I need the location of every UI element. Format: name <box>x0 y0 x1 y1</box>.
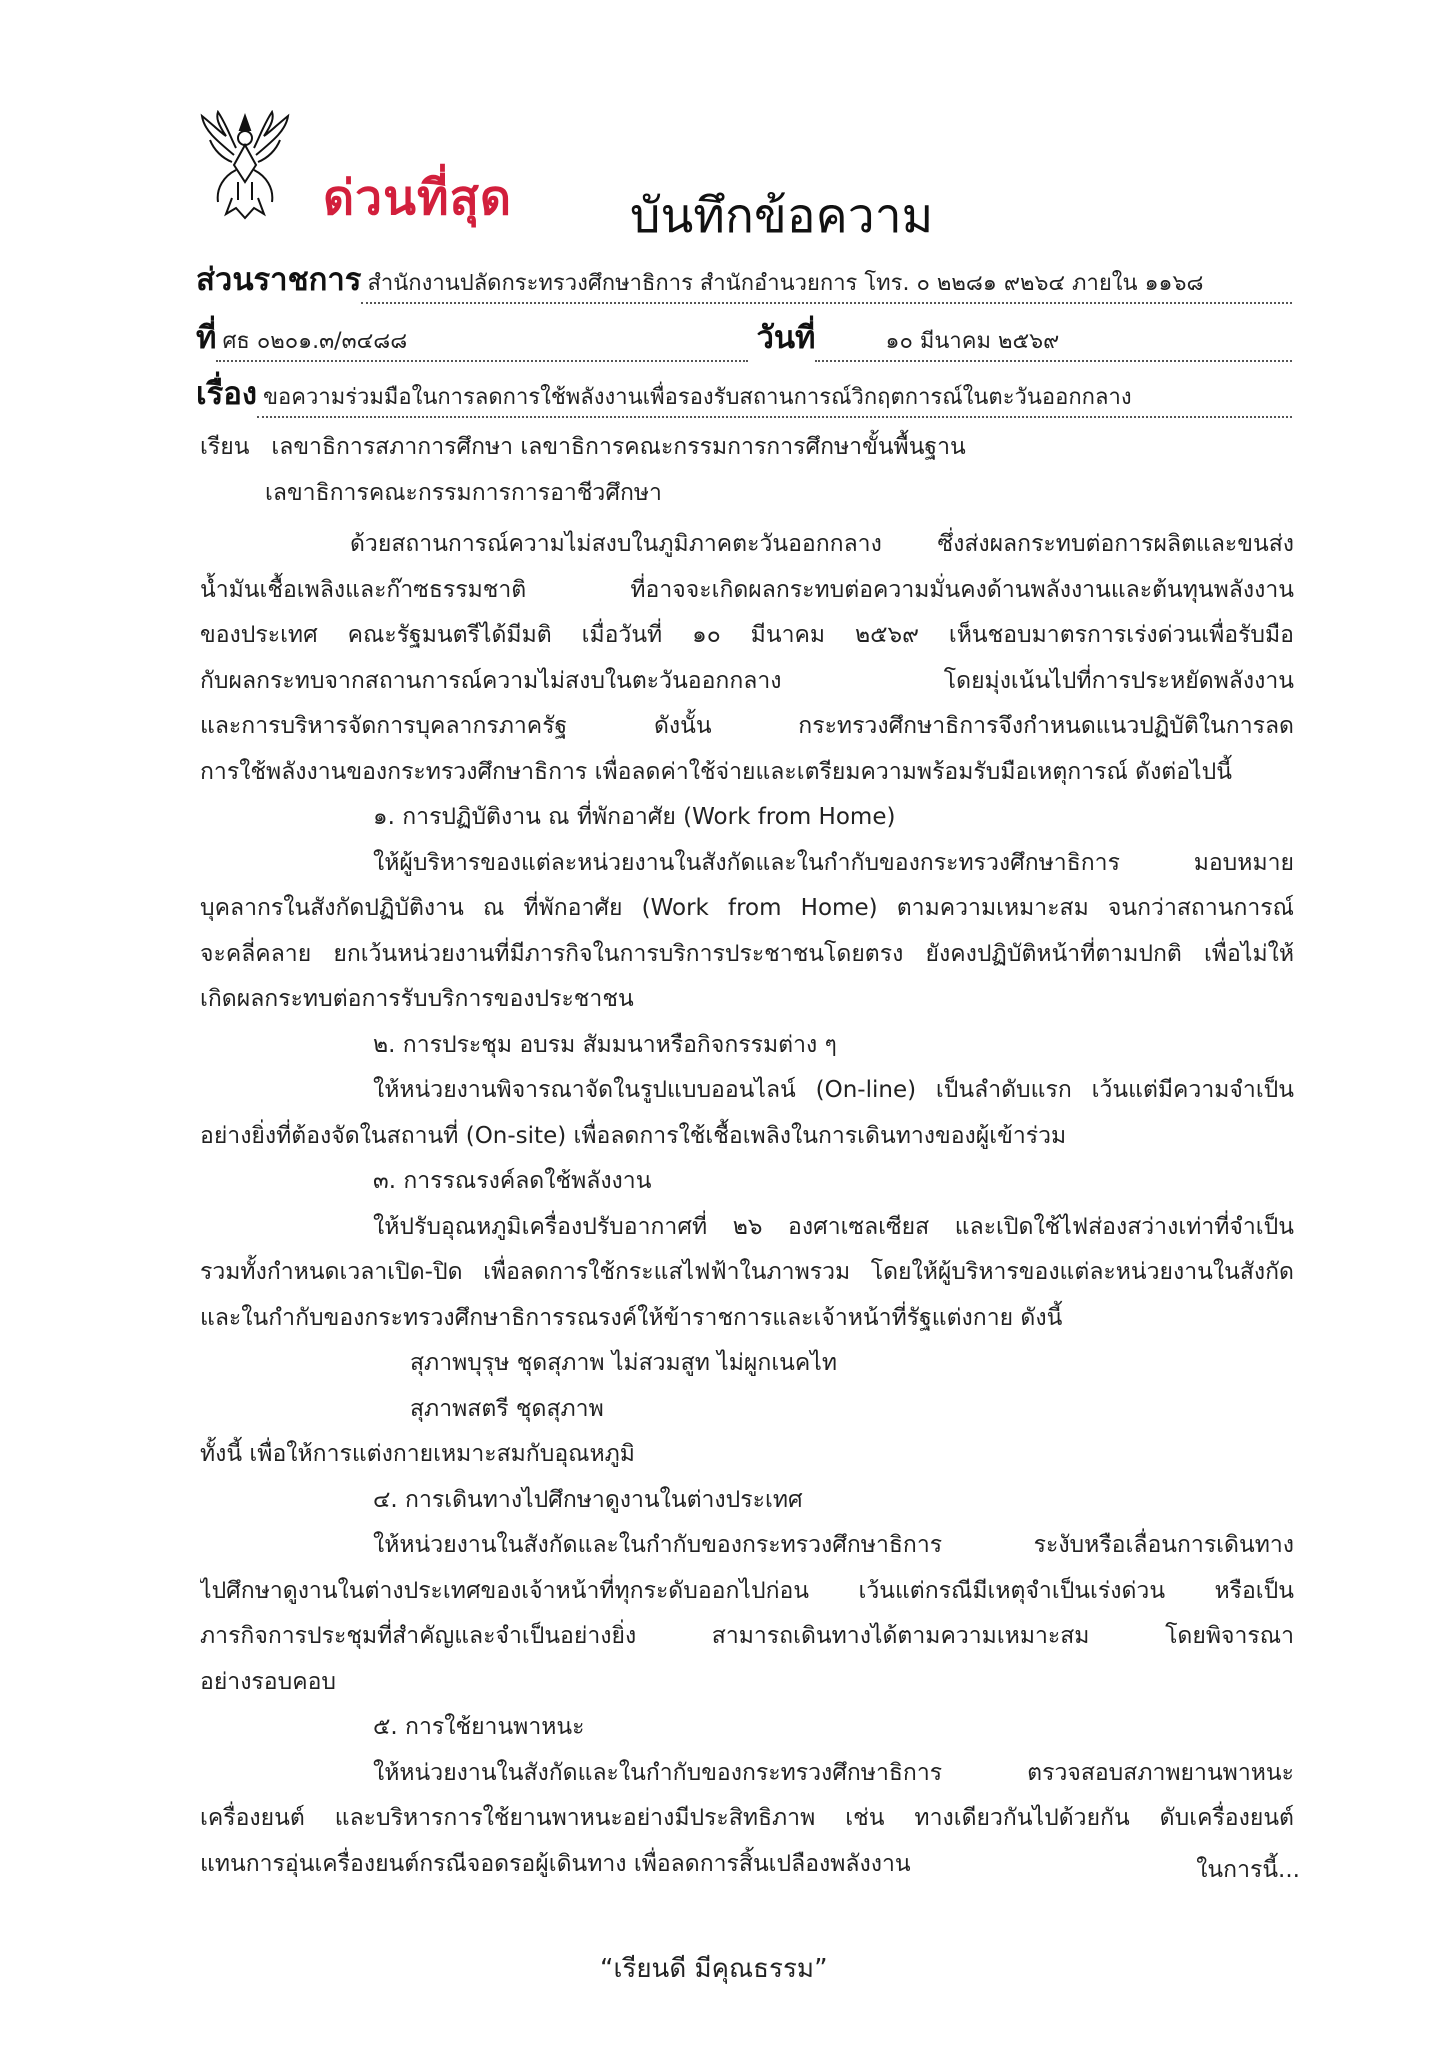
salutation-recipients-2: เลขาธิการคณะกรรมการการอาชีวศึกษา <box>265 479 662 506</box>
item-4-line: ให้หน่วยงานในสังกัดและในกำกับของกระทรวงศึกษาธิการ ระงับหรือเลื่อนการเดินทาง <box>373 1532 1294 1558</box>
department-value: สำนักงานปลัดกระทรวงศึกษาธิการ สำนักอำนวยการ โทร. ๐ ๒๒๘๑ ๙๒๖๔ ภายใน ๑๑๖๘ <box>361 265 1292 304</box>
salutation-recipients-1: เลขาธิการสภาการศึกษา เลขาธิการคณะกรรมการการศึกษาขั้นพื้นฐาน <box>271 434 966 460</box>
item-2-line: อย่างยิ่งที่ต้องจัดในสถานที่ (On-site) เพื่อลดการใช้เชื้อเพลิงในการเดินทางของผู้เข้าร่วม <box>200 1122 1067 1149</box>
intro-line: ด้วยสถานการณ์ความไม่สงบในภูมิภาคตะวันออกกลาง ซึ่งส่งผลกระทบต่อการผลิตและขนส่ง <box>350 531 1294 557</box>
intro-line: การใช้พลังงานของกระทรวงศึกษาธิการ เพื่อลดค่าใช้จ่ายและเตรียมความพร้อมรับมือเหตุการณ์ ดังต่อไปนี้ <box>200 758 1232 785</box>
urgency-label: ด่วนที่สุด <box>323 170 513 226</box>
item-2-line: ให้หน่วยงานพิจารณาจัดในรูปแบบออนไลน์ (On-line) เป็นลำดับแรก เว้นแต่มีความจำเป็น <box>373 1077 1294 1103</box>
garuda-emblem-icon <box>196 110 294 220</box>
item-3-line: และในกำกับของกระทรวงศึกษาธิการรณรงค์ให้ข้าราชการและเจ้าหน้าที่รัฐแต่งกาย ดังนี้ <box>200 1304 1063 1331</box>
intro-line: กับผลกระทบจากสถานการณ์ความไม่สงบในตะวันออกกลาง โดยมุ่งเน้นไปที่การประหยัดพลังงาน <box>200 667 1294 694</box>
continuation-marker: ในการนี้... <box>1196 1857 1300 1883</box>
intro-line: น้ำมันเชื้อเพลิงและก๊าซธรรมชาติ ที่อาจจะเกิดผลกระทบต่อความมั่นคงด้านพลังงานและต้นทุนพลังงาน <box>200 576 1294 603</box>
salutation-label: เรียน <box>200 434 250 460</box>
department-label: ส่วนราชการ <box>196 262 362 298</box>
item-1-line: ให้ผู้บริหารของแต่ละหน่วยงานในสังกัดและในกำกับของกระทรวงศึกษาธิการ มอบหมาย <box>373 849 1294 876</box>
item-4-line: อย่างรอบคอบ <box>200 1668 337 1695</box>
dress-code-men: สุภาพบุรุษ ชุดสุภาพ ไม่สวมสูท ไม่ผูกเนคไท <box>410 1350 838 1376</box>
item-1-line: บุคลากรในสังกัดปฏิบัติงาน ณ ที่พักอาศัย (Work from Home) ตามความเหมาะสม จนกว่าสถานการณ์ <box>200 895 1294 921</box>
item-3-line: รวมทั้งกำหนดเวลาเปิด-ปิด เพื่อลดการใช้กระแสไฟฟ้าในภาพรวม โดยให้ผู้บริหารของแต่ละหน่วยงานในสังกัด <box>200 1259 1294 1285</box>
department-row <box>196 254 1292 302</box>
item-5-line: แทนการอุ่นเครื่องยนต์กรณีจอดรอผู้เดินทาง เพื่อลดการสิ้นเปลืองพลังงาน <box>200 1850 911 1877</box>
docno-date-row <box>196 312 1292 360</box>
salutation <box>200 425 1294 516</box>
item-4-line: ไปศึกษาดูงานในต่างประเทศของเจ้าหน้าที่ทุกระดับออกไปก่อน เว้นแต่กรณีมีเหตุจำเป็นเร่งด่วน หรือเป็น <box>200 1577 1294 1604</box>
item-3-line: ให้ปรับอุณหภูมิเครื่องปรับอากาศที่ ๒๖ องศาเซลเซียส และเปิดใช้ไฟส่องสว่างเท่าที่จำเป็น <box>373 1213 1294 1240</box>
item-1-line: เกิดผลกระทบต่อการรับบริการของประชาชน <box>200 986 634 1012</box>
item-4-heading: ๔. การเดินทางไปศึกษาดูงานในต่างประเทศ <box>373 1486 803 1513</box>
item-3-closing: ทั้งนี้ เพื่อให้การแต่งกายเหมาะสมกับอุณหภูมิ <box>200 1441 635 1467</box>
ministry-motto: “เรียนดี มีคุณธรรม” <box>600 1954 828 1984</box>
date-value: ๑๐ มีนาคม ๒๕๖๙ <box>815 323 1292 362</box>
subject-value: ขอความร่วมมือในการลดการใช้พลังงานเพื่อรองรับสถานการณ์วิกฤตการณ์ในตะวันออกกลาง <box>257 379 1292 418</box>
subject-row <box>196 368 1292 416</box>
memo-body <box>200 522 1294 1887</box>
item-2-heading: ๒. การประชุม อบรม สัมมนาหรือกิจกรรมต่าง ๆ <box>373 1031 837 1058</box>
subject-label: เรื่อง <box>196 376 258 412</box>
item-1-heading: ๑. การปฏิบัติงาน ณ ที่พักอาศัย (Work from Home) <box>373 804 896 830</box>
date-label: วันที่ <box>756 320 816 356</box>
item-5-line: ให้หน่วยงานในสังกัดและในกำกับของกระทรวงศึกษาธิการ ตรวจสอบสภาพยานพาหนะ <box>373 1759 1294 1786</box>
item-5-heading: ๕. การใช้ยานพาหนะ <box>373 1714 585 1740</box>
item-3-heading: ๓. การรณรงค์ลดใช้พลังงาน <box>373 1168 652 1194</box>
doc-no-value: ศธ ๐๒๐๑.๓/๓๔๘๘ <box>216 323 748 362</box>
intro-line: และการบริหารจัดการบุคลากรภาครัฐ ดังนั้น กระทรวงศึกษาธิการจึงกำหนดแนวปฏิบัติในการลด <box>200 713 1294 739</box>
dress-code-women: สุภาพสตรี ชุดสุภาพ <box>410 1395 604 1422</box>
item-1-line: จะคลี่คลาย ยกเว้นหน่วยงานที่มีภารกิจในการบริการประชาชนโดยตรง ยังคงปฏิบัติหน้าที่ตามปกติ เพื่อไม่ให้ <box>200 940 1294 967</box>
doc-no-label: ที่ <box>196 320 217 356</box>
intro-line: ของประเทศ คณะรัฐมนตรีได้มีมติ เมื่อวันที่ ๑๐ มีนาคม ๒๕๖๙ เห็นชอบมาตรการเร่งด่วนเพื่อรับมือ <box>200 622 1294 648</box>
item-4-line: ภารกิจการประชุมที่สำคัญและจำเป็นอย่างยิ่ง สามารถเดินทางได้ตามความเหมาะสม โดยพิจารณา <box>200 1623 1294 1649</box>
item-5-line: เครื่องยนต์ และบริหารการใช้ยานพาหนะอย่างมีประสิทธิภาพ เช่น ทางเดียวกันไปด้วยกัน ดับเครื่องยนต์ <box>200 1805 1294 1831</box>
memo-title: บันทึกข้อความ <box>630 188 934 244</box>
